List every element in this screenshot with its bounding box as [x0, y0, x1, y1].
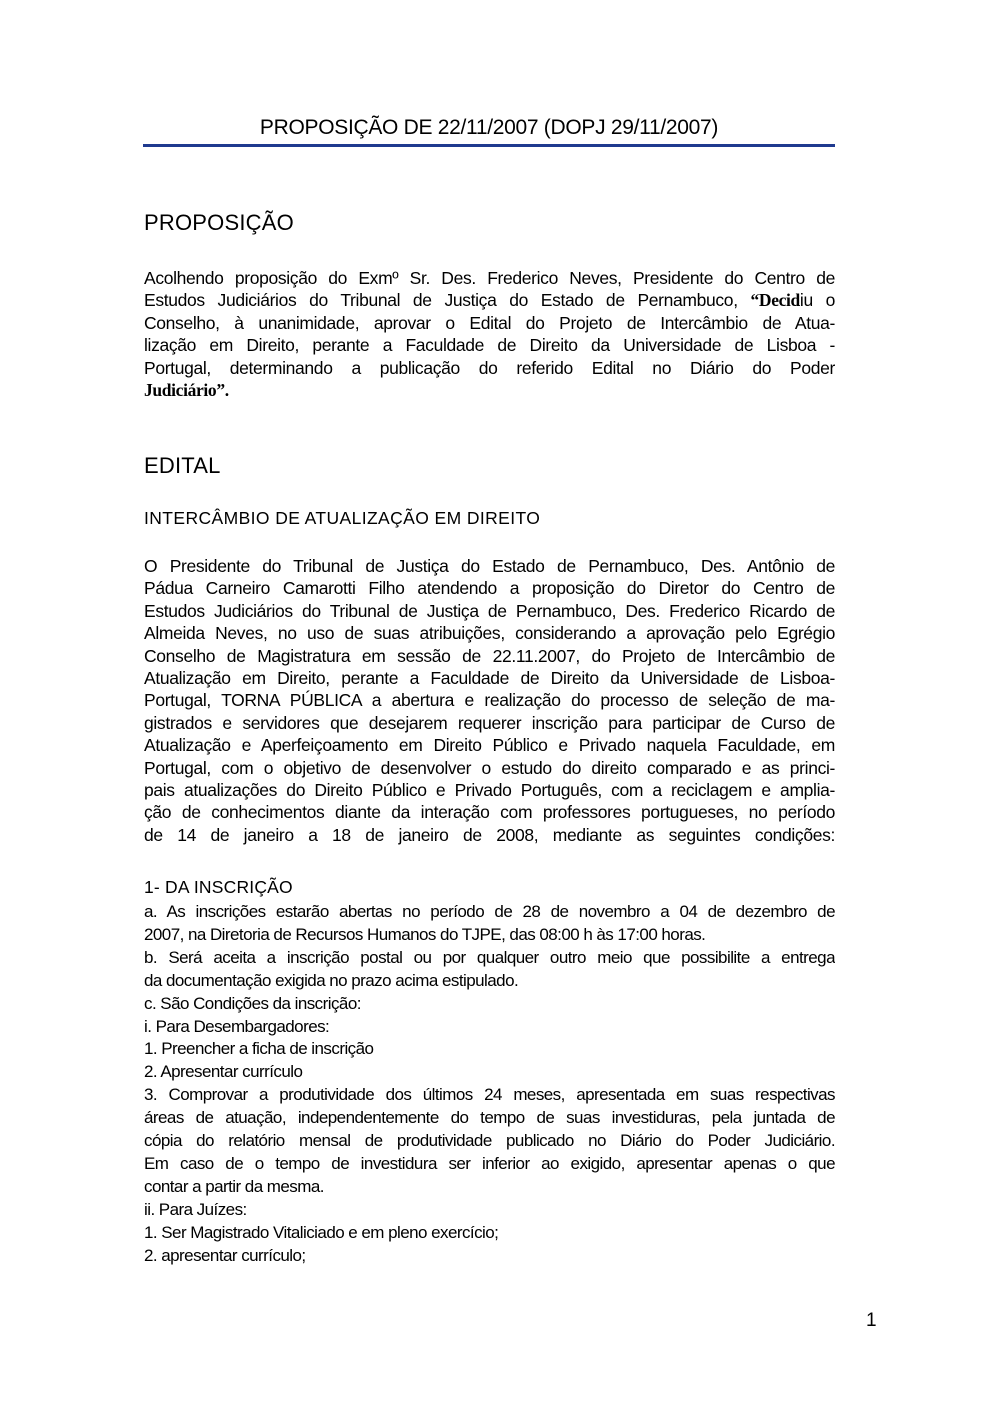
- edital-line: Estudos Judiciários do Tribunal de Justiça de Pernambuco, Des. Frederico Ricardo de: [144, 600, 835, 621]
- proposicao-heading: PROPOSIÇÃO: [144, 210, 294, 235]
- document-title: PROPOSIÇÃO DE 22/11/2007 (DOPJ 29/11/2007): [259, 116, 719, 139]
- inscricao-line: 3. Comprovar a produtividade dos últimos 24 meses, apresentada em suas respectivas: [144, 1085, 835, 1105]
- decidiu-bold: “Decid: [750, 290, 800, 311]
- edital-line: de 14 de janeiro a 18 de janeiro de 2008, mediante as seguintes condições:: [144, 824, 835, 845]
- edital-line: gistrados e servidores que desejarem requerer inscrição para participar de Curso de: [144, 712, 835, 733]
- inscricao-line: contar a partir da mesma.: [144, 1176, 324, 1196]
- proposicao-line: lização em Direito, perante a Faculdade de Direito da Universidade de Lisboa -: [144, 335, 835, 356]
- inscricao-heading: 1- DA INSCRIÇÃO: [144, 877, 293, 897]
- proposicao-paragraph: [144, 267, 835, 401]
- edital-line: pais atualizações do Direito Público e Privado Português, com a reciclagem e amplia-: [144, 780, 835, 801]
- proposicao-line: Portugal, determinando a publicação do referido Edital no Diário do Poder: [144, 357, 835, 378]
- edital-line: Portugal, TORNA PÚBLICA a abertura e realização do processo de seleção de ma-: [144, 690, 835, 711]
- edital-line: Atualização e Aperfeiçoamento em Direito Público e Privado naquela Faculdade, em: [144, 735, 835, 756]
- edital-line: Atualização em Direito, perante a Faculdade de Direito da Universidade de Lisboa-: [144, 668, 835, 689]
- inscricao-line: 2007, na Diretoria de Recursos Humanos do TJPE, das 08:00 h às 17:00 horas.: [144, 924, 706, 944]
- decidiu-rest: iu o: [799, 290, 835, 311]
- edital-line: Portugal, com o objetivo de desenvolver o estudo do direito comparado e as princi-: [144, 757, 835, 778]
- edital-line: Conselho de Magistratura em sessão de 22.11.2007, do Projeto de Intercâmbio de: [144, 645, 835, 666]
- proposicao-line: [144, 289, 835, 311]
- judiciario-bold: Judiciário”.: [144, 380, 229, 401]
- page-number: 1: [866, 1310, 877, 1331]
- title-underline: [143, 144, 835, 147]
- edital-line: Almeida Neves, no uso de suas atribuições, considerando a aprovação pelo Egrégio: [144, 623, 835, 644]
- edital-paragraph: [144, 555, 835, 846]
- edital-line: ção de conhecimentos diante da interação com professores portugueses, no período: [144, 802, 835, 823]
- edital-line: O Presidente do Tribunal de Justiça do Estado de Pernambuco, Des. Antônio de: [144, 556, 835, 576]
- inscricao-line: b. Será aceita a inscrição postal ou por qualquer outro meio que possibilite a entrega: [144, 947, 835, 967]
- inscricao-list: [144, 901, 835, 1268]
- inscricao-line: 1. Ser Magistrado Vitaliciado e em pleno exercício;: [144, 1222, 499, 1242]
- inscricao-line: da documentação exigida no prazo acima estipulado.: [144, 970, 519, 990]
- inscricao-line: áreas de atuação, independentemente do tempo de suas investiduras, pela juntada de: [144, 1108, 835, 1128]
- edital-heading: EDITAL: [144, 453, 221, 478]
- inscricao-line: 2. apresentar currículo;: [144, 1245, 306, 1265]
- edital-subheading: INTERCÂMBIO DE ATUALIZAÇÃO EM DIREITO: [144, 508, 541, 528]
- proposicao-line-text: Estudos Judiciários do Tribunal de Justiça do Estado de Pernambuco,: [144, 290, 738, 311]
- proposicao-line: Conselho, à unanimidade, aprovar o Edital do Projeto de Intercâmbio de Atua-: [144, 312, 835, 333]
- inscricao-line: i. Para Desembargadores:: [144, 1016, 330, 1036]
- inscricao-line: Em caso de o tempo de investidura ser inferior ao exigido, apresentar apenas o que: [144, 1153, 835, 1173]
- inscricao-line: c. São Condições da inscrição:: [144, 993, 361, 1013]
- inscricao-line: 1. Preencher a ficha de inscrição: [144, 1039, 374, 1059]
- inscricao-line: cópia do relatório mensal de produtividade publicado no Diário do Poder Judiciário.: [144, 1131, 835, 1151]
- proposicao-line: Acolhendo proposição do Exmº Sr. Des. Frederico Neves, Presidente do Centro de: [144, 268, 835, 288]
- proposicao-line: [144, 379, 835, 401]
- inscricao-line: 2. Apresentar currículo: [144, 1062, 303, 1082]
- edital-line: Pádua Carneiro Camarotti Filho atendendo a proposição do Diretor do Centro de: [144, 578, 835, 599]
- inscricao-line: a. As inscrições estarão abertas no período de 28 de novembro a 04 de dezembro de: [144, 902, 835, 921]
- inscricao-line: ii. Para Juízes:: [144, 1199, 247, 1219]
